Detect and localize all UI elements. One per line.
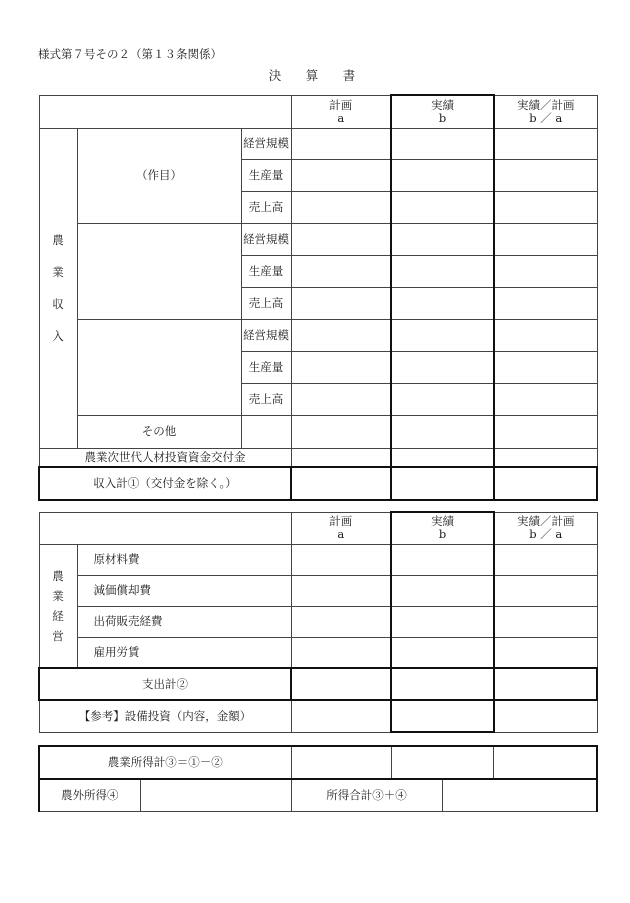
expense-table bbox=[38, 511, 598, 733]
header-plan: 計画 a bbox=[291, 512, 391, 544]
actual-cell[interactable] bbox=[391, 383, 494, 415]
actual-cell[interactable] bbox=[391, 159, 494, 191]
plan-cell[interactable] bbox=[291, 319, 391, 351]
actual-cell[interactable] bbox=[391, 128, 494, 159]
ratio-cell[interactable] bbox=[494, 159, 597, 191]
actual-cell[interactable] bbox=[391, 191, 494, 223]
row-label-sales: 売上高 bbox=[241, 383, 291, 415]
row-label-income-total: 収入計①（交付金を除く。） bbox=[39, 467, 291, 500]
plan-cell[interactable] bbox=[291, 191, 391, 223]
actual-cell[interactable] bbox=[391, 351, 494, 383]
header-blank bbox=[39, 95, 291, 128]
actual-cell[interactable] bbox=[391, 575, 494, 606]
plan-cell[interactable] bbox=[291, 467, 391, 500]
row-label-scale: 経営規模 bbox=[241, 128, 291, 159]
plan-cell[interactable] bbox=[291, 415, 391, 448]
plan-cell[interactable] bbox=[291, 606, 391, 637]
row-label-labor: 雇用労賃 bbox=[77, 637, 291, 668]
crop-name-cell-3[interactable] bbox=[77, 319, 241, 415]
ratio-cell[interactable] bbox=[494, 700, 597, 732]
ratio-cell[interactable] bbox=[494, 223, 597, 255]
summary-table bbox=[38, 745, 598, 812]
header-ratio: 実績／計画 b ／ a bbox=[494, 512, 597, 544]
actual-cell[interactable] bbox=[391, 606, 494, 637]
row-label-farm-income: 農業所得計③＝①－② bbox=[39, 746, 291, 779]
form-id: 様式第７号その２（第１３条関係） bbox=[38, 47, 222, 61]
header-actual: 実績 b bbox=[391, 512, 494, 544]
actual-cell[interactable] bbox=[391, 544, 494, 575]
plan-cell[interactable] bbox=[291, 223, 391, 255]
row-label-sales: 売上高 bbox=[241, 191, 291, 223]
row-label-depreciation: 減価償却費 bbox=[77, 575, 291, 606]
ratio-cell[interactable] bbox=[494, 544, 597, 575]
ratio-cell[interactable] bbox=[494, 351, 597, 383]
actual-cell[interactable] bbox=[391, 668, 494, 700]
ratio-cell[interactable] bbox=[494, 383, 597, 415]
ratio-cell[interactable] bbox=[494, 606, 597, 637]
crop-name-cell-2[interactable] bbox=[77, 223, 241, 319]
plan-cell[interactable] bbox=[291, 287, 391, 319]
header-blank bbox=[39, 512, 291, 544]
actual-cell[interactable] bbox=[391, 448, 494, 467]
row-label-production: 生産量 bbox=[241, 255, 291, 287]
row-label-production: 生産量 bbox=[241, 159, 291, 191]
farm-income-actual-cell[interactable] bbox=[391, 746, 493, 779]
plan-cell[interactable] bbox=[291, 575, 391, 606]
header-ratio: 実績／計画 b ／ a bbox=[494, 95, 597, 128]
grand-total-cell[interactable] bbox=[442, 779, 597, 811]
ratio-cell[interactable] bbox=[494, 287, 597, 319]
ratio-cell[interactable] bbox=[494, 575, 597, 606]
ratio-cell[interactable] bbox=[494, 448, 597, 467]
actual-cell[interactable] bbox=[391, 700, 494, 732]
ratio-cell[interactable] bbox=[494, 415, 597, 448]
plan-cell[interactable] bbox=[291, 668, 391, 700]
income-table bbox=[38, 94, 598, 501]
row-label-materials: 原材料費 bbox=[77, 544, 291, 575]
header-plan: 計画 a bbox=[291, 95, 391, 128]
actual-cell[interactable] bbox=[391, 255, 494, 287]
actual-cell[interactable] bbox=[391, 287, 494, 319]
plan-cell[interactable] bbox=[291, 544, 391, 575]
ratio-cell[interactable] bbox=[494, 467, 597, 500]
actual-cell[interactable] bbox=[391, 467, 494, 500]
other-unit-cell[interactable] bbox=[241, 415, 291, 448]
plan-cell[interactable] bbox=[291, 255, 391, 287]
row-label-sales: 売上高 bbox=[241, 287, 291, 319]
non-farm-income-cell[interactable] bbox=[140, 779, 291, 811]
header-actual: 実績 b bbox=[391, 95, 494, 128]
row-label-non-farm-income: 農外所得④ bbox=[39, 779, 140, 811]
income-group-label: 農 業 収 入 bbox=[39, 128, 77, 448]
row-label-reference: 【参考】設備投資（内容，金額） bbox=[39, 700, 291, 732]
row-label-scale: 経営規模 bbox=[241, 223, 291, 255]
plan-cell[interactable] bbox=[291, 351, 391, 383]
actual-cell[interactable] bbox=[391, 637, 494, 668]
row-label-shipping: 出荷販売経費 bbox=[77, 606, 291, 637]
plan-cell[interactable] bbox=[291, 637, 391, 668]
document-title: 決 算 書 bbox=[268, 68, 362, 83]
plan-cell[interactable] bbox=[291, 159, 391, 191]
row-label-expense-total: 支出計② bbox=[39, 668, 291, 700]
ratio-cell[interactable] bbox=[494, 637, 597, 668]
actual-cell[interactable] bbox=[391, 223, 494, 255]
ratio-cell[interactable] bbox=[494, 191, 597, 223]
row-label-subsidy: 農業次世代人材投資資金交付金 bbox=[39, 448, 291, 467]
ratio-cell[interactable] bbox=[494, 255, 597, 287]
row-label-other: その他 bbox=[77, 415, 241, 448]
ratio-cell[interactable] bbox=[494, 319, 597, 351]
actual-cell[interactable] bbox=[391, 415, 494, 448]
row-label-scale: 経営規模 bbox=[241, 319, 291, 351]
farm-income-ratio-cell[interactable] bbox=[493, 746, 597, 779]
row-label-grand-total: 所得合計③＋④ bbox=[291, 779, 442, 811]
plan-cell[interactable] bbox=[291, 448, 391, 467]
plan-cell[interactable] bbox=[291, 128, 391, 159]
plan-cell[interactable] bbox=[291, 383, 391, 415]
actual-cell[interactable] bbox=[391, 319, 494, 351]
ratio-cell[interactable] bbox=[494, 668, 597, 700]
expense-group-label: 農 業 経 営 bbox=[39, 544, 77, 668]
ratio-cell[interactable] bbox=[494, 128, 597, 159]
row-label-production: 生産量 bbox=[241, 351, 291, 383]
farm-income-plan-cell[interactable] bbox=[291, 746, 391, 779]
crop-name-cell-1[interactable]: （作目） bbox=[77, 128, 241, 223]
plan-cell[interactable] bbox=[291, 700, 391, 732]
